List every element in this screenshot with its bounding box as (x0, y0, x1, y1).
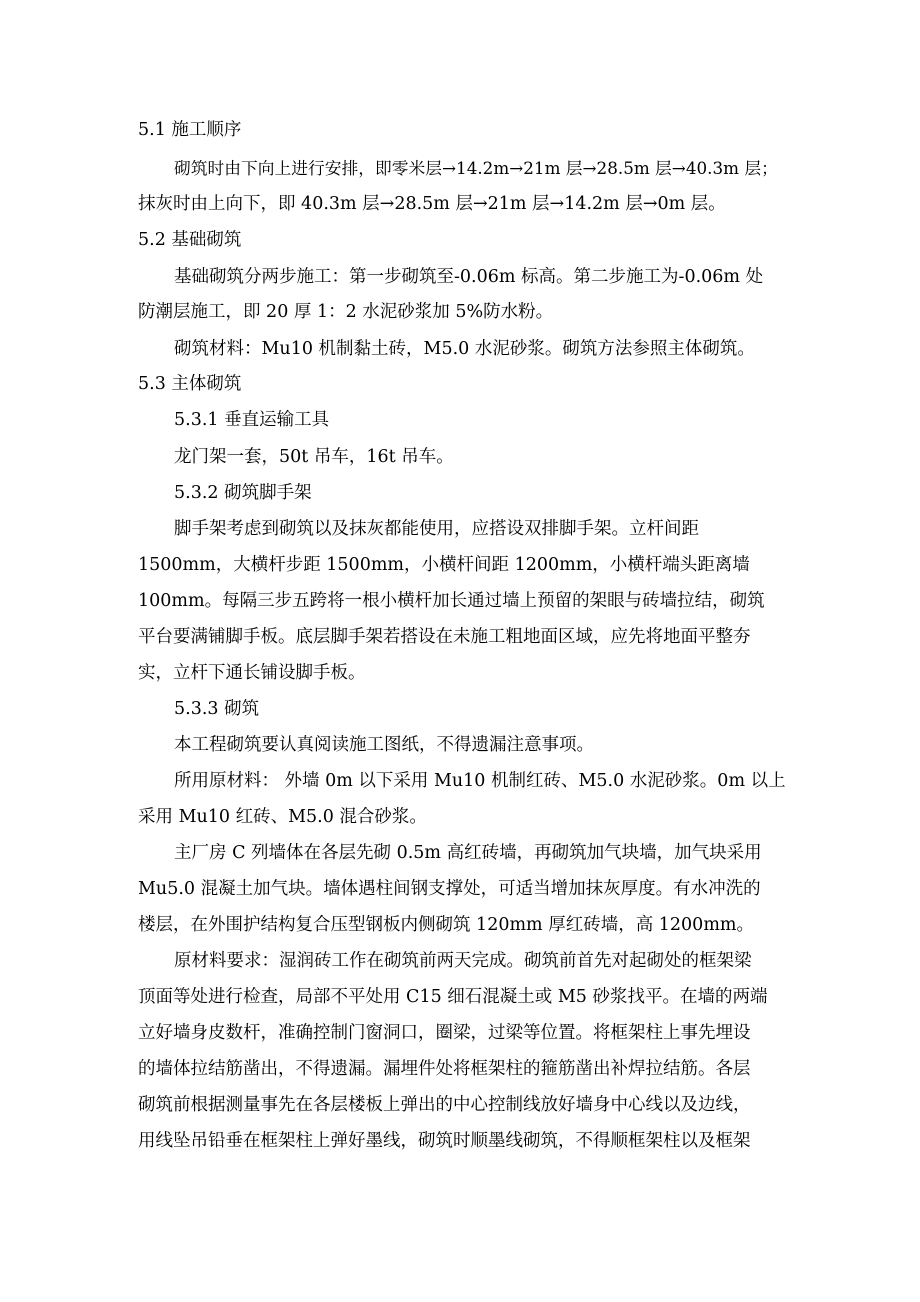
paragraph-line: 砌筑材料：Mu10 机制黏土砖，M5.0 水泥砂浆。砌筑方法参照主体砌筑。 (174, 339, 755, 359)
paragraph-line: 用线坠吊铅垂在框架柱上弹好墨线，砌筑时顺墨线砌筑，不得顺框架柱以及框架 (138, 1131, 751, 1151)
paragraph-line: 100mm。每隔三步五跨将一根小横杆加长通过墙上预留的架眼与砖墙拉结，砌筑 (138, 591, 765, 611)
paragraph-line: 的墙体拉结筋凿出，不得遗漏。漏埋件处将框架柱的箍筋凿出补焊拉结筋。各层 (138, 1059, 751, 1079)
paragraph-line: 1500mm，大横杆步距 1500mm，小横杆间距 1200mm，小横杆端头距离墙 (138, 555, 750, 575)
paragraph-line: 采用 Mu10 红砖、M5.0 混合砂浆。 (138, 807, 427, 827)
paragraph-line: 防潮层施工，即 20 厚 1：2 水泥砂浆加 5%防水粉。 (138, 302, 554, 322)
paragraph-line: 龙门架一套，50t 吊车，16t 吊车。 (174, 447, 454, 467)
paragraph-line: 原材料要求：湿润砖工作在砌筑前两天完成。砌筑前首先对起砌处的框架梁 (174, 951, 752, 971)
paragraph-line: 砌筑时由下向上进行安排，即零米层→14.2m→21m 层→28.5m 层→40.3m 层； (174, 158, 778, 178)
heading-5-3-2: 5.3.2 砌筑脚手架 (174, 483, 312, 503)
heading-5-3: 5.3 主体砌筑 (138, 374, 242, 394)
paragraph-line: Mu5.0 混凝土加气块。墙体遇柱间钢支撑处，可适当增加抹灰厚度。有水冲洗的 (138, 879, 761, 899)
heading-5-1: 5.1 施工顺序 (138, 120, 242, 140)
paragraph-line: 本工程砌筑要认真阅读施工图纸，不得遗漏注意事项。 (174, 735, 594, 755)
heading-5-3-3: 5.3.3 砌筑 (174, 699, 260, 719)
paragraph-line: 实，立杆下通长铺设脚手板。 (138, 663, 366, 683)
paragraph-line: 楼层，在外围护结构复合压型钢板内侧砌筑 120mm 厚红砖墙，高 1200mm。 (138, 915, 755, 935)
paragraph-line: 砌筑前根据测量事先在各层楼板上弹出的中心控制线放好墙身中心线以及边线， (138, 1095, 751, 1115)
heading-5-3-1: 5.3.1 垂直运输工具 (174, 410, 330, 430)
paragraph-line: 立好墙身皮数杆，准确控制门窗洞口，圈梁，过梁等位置。将框架柱上事先埋设 (138, 1023, 751, 1043)
paragraph-line: 脚手架考虑到砌筑以及抹灰都能使用，应搭设双排脚手架。立杆间距 (174, 519, 699, 539)
paragraph-line: 主厂房 C 列墙体在各层先砌 0.5m 高红砖墙，再砌筑加气块墙，加气块采用 (174, 843, 762, 863)
paragraph-line: 基础砌筑分两步施工：第一步砌筑至-0.06m 标高。第二步施工为-0.06m 处 (174, 267, 764, 287)
heading-5-2: 5.2 基础砌筑 (138, 230, 242, 250)
paragraph-line: 所用原材料： 外墙 0m 以下采用 Mu10 机制红砖、M5.0 水泥砂浆。0m 以上 (174, 771, 786, 791)
paragraph-line: 抹灰时由上向下，即 40.3m 层→28.5m 层→21m 层→14.2m 层→0m 层。 (138, 194, 726, 214)
paragraph-line: 顶面等处进行检查，局部不平处用 C15 细石混凝土或 M5 砂浆找平。在墙的两端 (138, 987, 768, 1007)
paragraph-line: 平台要满铺脚手板。底层脚手架若搭设在未施工粗地面区域，应先将地面平整夯 (138, 627, 751, 647)
